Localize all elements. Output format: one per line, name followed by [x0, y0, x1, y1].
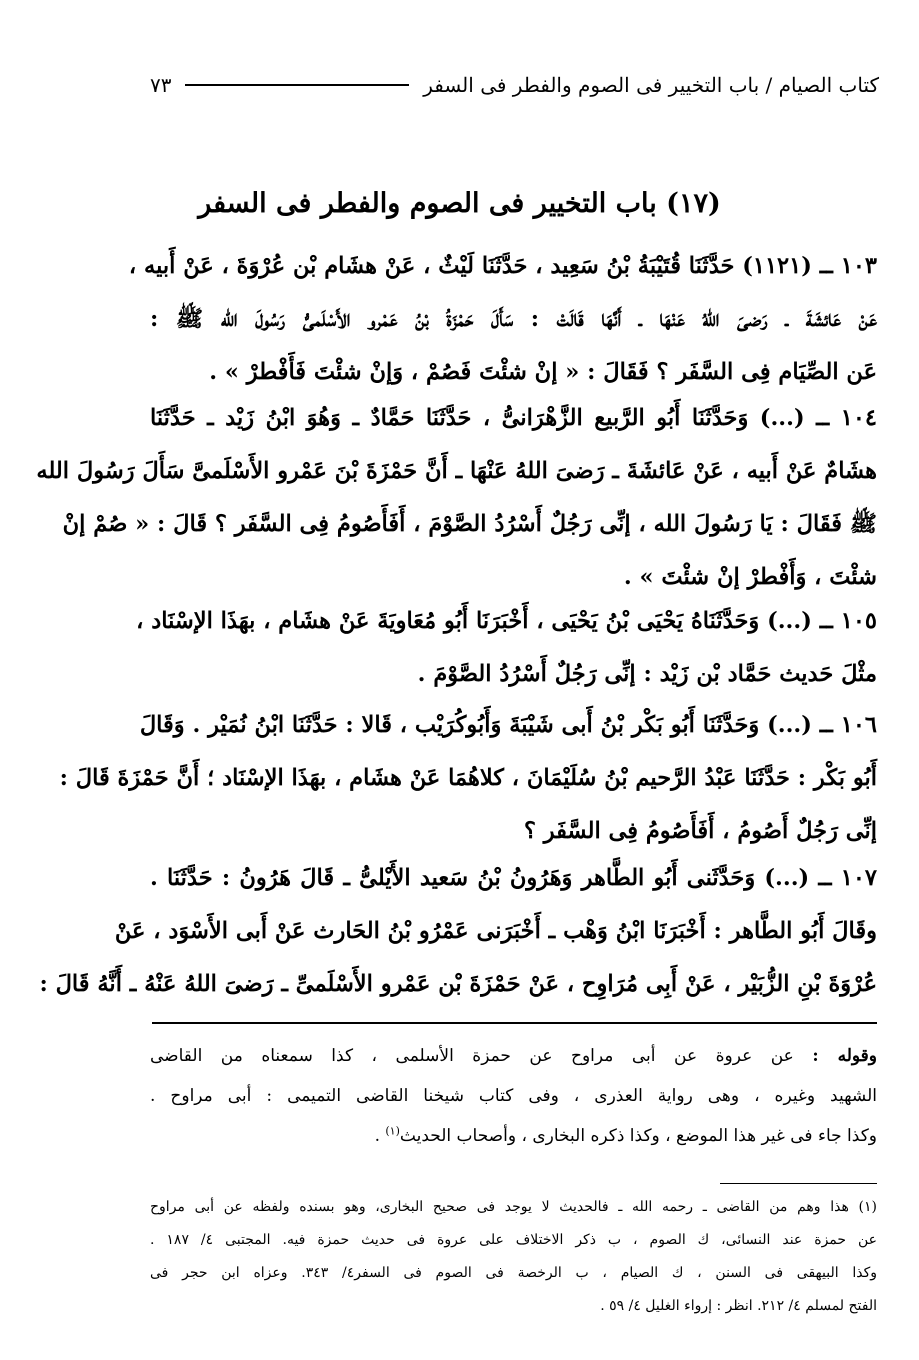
footnote-rule — [720, 1183, 877, 1184]
hadith-line: عَن الصِّيَام فِى السَّفَر ؟ فَقَالَ : « إنْ شئْتَ فَصُمْ ، وَإنْ شئْتَ فَأَفْطرْ » . — [209, 359, 877, 385]
chapter-title: (١٧) باب التخيير فى الصوم والفطر فى السفر — [198, 188, 721, 219]
header-rule — [185, 84, 409, 86]
running-header — [150, 68, 879, 102]
footnote-line: الفتح لمسلم ٤/ ٢١٢. انظر : إرواء الغليل ٤/ ٥٩ . — [600, 1298, 877, 1314]
hadith-line: ١٠٣ ــ (١١٢١) حَدَّثَنَا قُتَيْبَةُ بْنُ سَعِيد ، حَدَّثَنَا لَيْثٌ ، عَنْ هشَام بْن عُرْوَةَ ، عَنْ أَبيه ، — [128, 253, 877, 279]
hadith-line: ١٠٧ ــ (...) وَحَدَّثَنى أَبُو الطَّاهر وَهَرُونُ بْنُ سَعيد الأَيْلىُّ ـ قَالَ هَرُونُ : حَدَّثَنَا . — [150, 865, 877, 891]
footnote-line: (١) هذا وهم من القاضى ـ رحمه الله ـ فالحديث لا يوجد فى صحيح البخارى، وهو بسنده ولفظه عن أبى مراوح — [150, 1199, 877, 1215]
hadith-line: أَبُو بَكْر : حَدَّثَنَا عَبْدُ الرَّحيم بْنُ سُلَيْمَانَ ، كلاهُمَا عَنْ هشَام ، بهَذَا الإسْنَاد ؛ أَنَّ حَمْزَةَ قَالَ : — [59, 765, 877, 791]
hadith-line: إنِّى رَجُلٌ أَصُومُ ، أَفَأَصُومُ فِى السَّفَر ؟ — [523, 818, 877, 844]
footnotes — [150, 1191, 877, 1323]
hadith-line: عُرْوَةَ بْنِ الزُّبَيْر ، عَنْ أَبِى مُرَاوِح ، عَنْ حَمْزَةَ بْن عَمْرو الأَسْلَمىِّ ـ رَضىَ اللهُ عَنْهُ ـ أَنَّهُ قَالَ : — [39, 971, 877, 997]
hadith-line: وقَالَ أَبُو الطَّاهر : أَخْبَرَنَا ابْنُ وَهْب ـ أَخْبَرَنى عَمْرُو بْنُ الحَارث عَنْ أَبى الأَسْوَد ، عَنْ — [114, 918, 877, 944]
hadith-line: ١٠٤ ــ (...) وَحَدَّثَنَا أَبُو الرَّبيع الزَّهْرَانىُّ ، حَدَّثَنَا حَمَّادٌ ـ وَهُوَ ابْنُ زَيْد ـ حَدَّثَنَا — [150, 405, 877, 431]
hadith-line: ١٠٦ ــ (...) وَحَدَّثَنَا أَبُو بَكْر بْنُ أَبى شَيْبَةَ وَأَبُوكُرَيْب ، قَالا : حَدَّثَنَا ابْنُ نُمَيْر . وَقَالَ — [139, 712, 877, 738]
hadith-line: مثْلَ حَديث حَمَّاد بْن زَيْد : إنِّى رَجُلٌ أَسْرُدُ الصَّوْمَ . — [417, 661, 877, 687]
hadith-line: هشَامٌ عَنْ أَبيه ، عَنْ عَائشَةَ ـ رَضىَ اللهُ عَنْهَا ـ أَنَّ حَمْزَةَ بْنَ عَمْرو الأَسْلَمىَّ سَأَلَ رَسُولَ الله — [36, 458, 877, 484]
hadith-line: ﷺ فَقَالَ : يَا رَسُولَ الله ، إنِّى رَجُلٌ أَسْرُدُ الصَّوْمَ ، أَفَأَصُومُ فِى السَّفَر ؟ قَالَ : « صُمْ إنْ — [62, 511, 877, 537]
commentary-line — [150, 1116, 877, 1156]
footnote-line: عن حمزة عند النسائى، ك الصوم ، ب ذكر الاختلاف على عروة فى حديث حمزة فيه. المجتبى ٤/ ١٨٧ . — [150, 1232, 878, 1248]
hadith-line: ١٠٥ ــ (...) وَحَدَّثَنَاهُ يَحْيَى بْنُ يَحْيَى ، أَخْبَرَنَا أَبُو مُعَاويَةَ عَنْ هشَام ، بهَذَا الإسْنَاد ، — [136, 608, 877, 634]
commentary-lead: وقوله : — [812, 1046, 878, 1066]
hadith-104 — [36, 392, 877, 604]
hadith-107 — [39, 852, 877, 1011]
hadith-103 — [128, 240, 877, 399]
running-title: كتاب الصيام / باب التخيير فى الصوم والفطر فى السفر — [423, 73, 879, 97]
commentary-rule — [152, 1022, 877, 1024]
commentary-text: وكذا جاء فى غير هذا الموضع ، وكذا ذكره البخارى ، وأصحاب الحديث — [399, 1126, 877, 1146]
commentary — [150, 1036, 877, 1156]
commentary-text: عن عروة عن أبى مراوح عن حمزة الأسلمى ، كذا سمعناه من القاضى — [150, 1046, 794, 1066]
footnote-line: وكذا البيهقى فى السنن ، ك الصيام ، ب الرخصة فى الصوم فى السفر٤/ ٣٤٣. وعزاه ابن حجر فى — [150, 1265, 877, 1281]
hadith-line: عَنْ عَائشَةَ ـ رَضىَ اللهُ عَنْهَا ـ أَنَّهَا قَالَتْ : سَأَلَ حَمْزَةُ بْنُ عَمْرو الأَسْلَمىُّ رَسُولَ الله ﷺ : — [150, 306, 877, 332]
commentary-line — [150, 1036, 877, 1076]
footnote-reference: (١) — [385, 1124, 400, 1138]
hadith-line: شئْتَ ، وَأَفْطرْ إنْ شئْتَ » . — [623, 564, 877, 590]
hadith-105 — [136, 595, 877, 701]
hadith-106 — [59, 699, 877, 858]
commentary-text: . — [374, 1126, 386, 1146]
commentary-line: الشهيد وغيره ، وهى رواية العذرى ، وفى كتاب شيخنا القاضى التميمى : أبى مراوح . — [150, 1086, 877, 1106]
page-number: ٧٣ — [150, 73, 172, 97]
